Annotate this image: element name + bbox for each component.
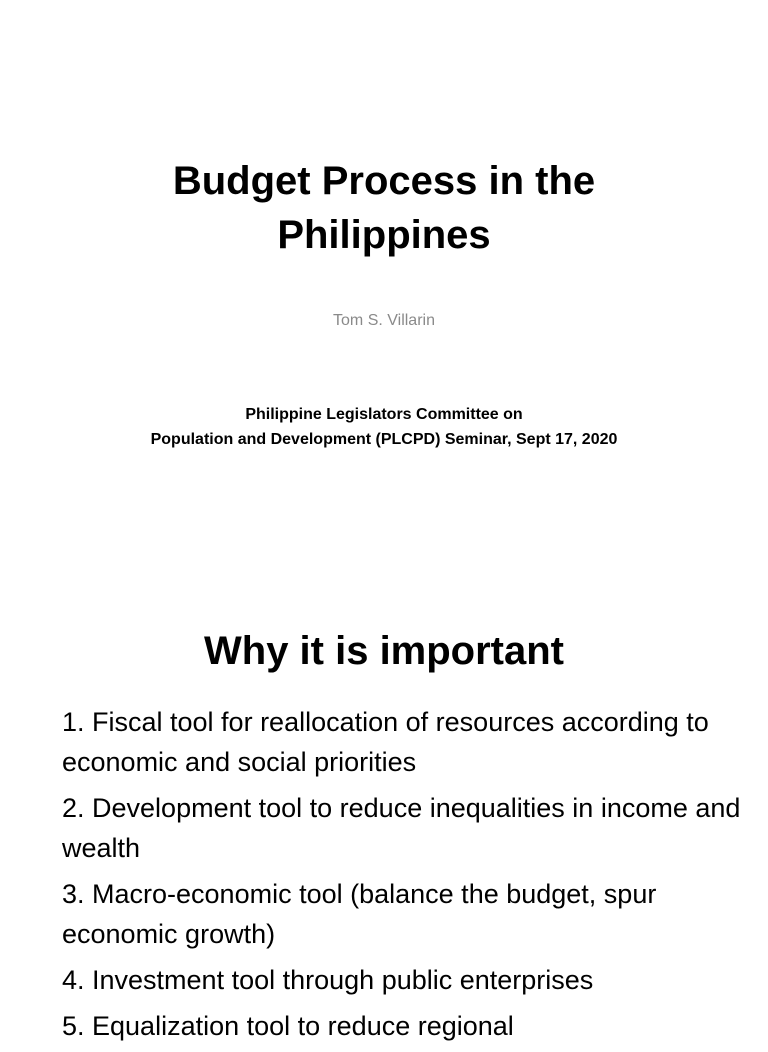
list-item: 4. Investment tool through public enterprises [62, 965, 594, 995]
list-item: 3. Macro-economic tool (balance the budget, spur economic growth) [62, 879, 657, 949]
event-line-2: Population and Development (PLCPD) Seminar, Sept 17, 2020 [150, 431, 618, 448]
content-slide [0, 576, 768, 1041]
section-heading: Why it is important [204, 629, 564, 673]
importance-list [62, 702, 742, 1052]
slide-title-line-1: Budget Process in the [172, 159, 596, 203]
slide-title-line-2: Philippines [277, 213, 491, 257]
event-line-1: Philippine Legislators Committee on [245, 406, 523, 423]
slide-title [40, 154, 728, 262]
list-item: 2. Development tool to reduce inequalities in income and wealth [62, 793, 741, 863]
event-description [40, 402, 728, 452]
list-item: 5. Equalization tool to reduce regional [62, 1011, 514, 1041]
list-item: 1. Fiscal tool for reallocation of resources according to economic and social priorities [62, 707, 709, 777]
author-name: Tom S. Villarin [333, 312, 435, 329]
